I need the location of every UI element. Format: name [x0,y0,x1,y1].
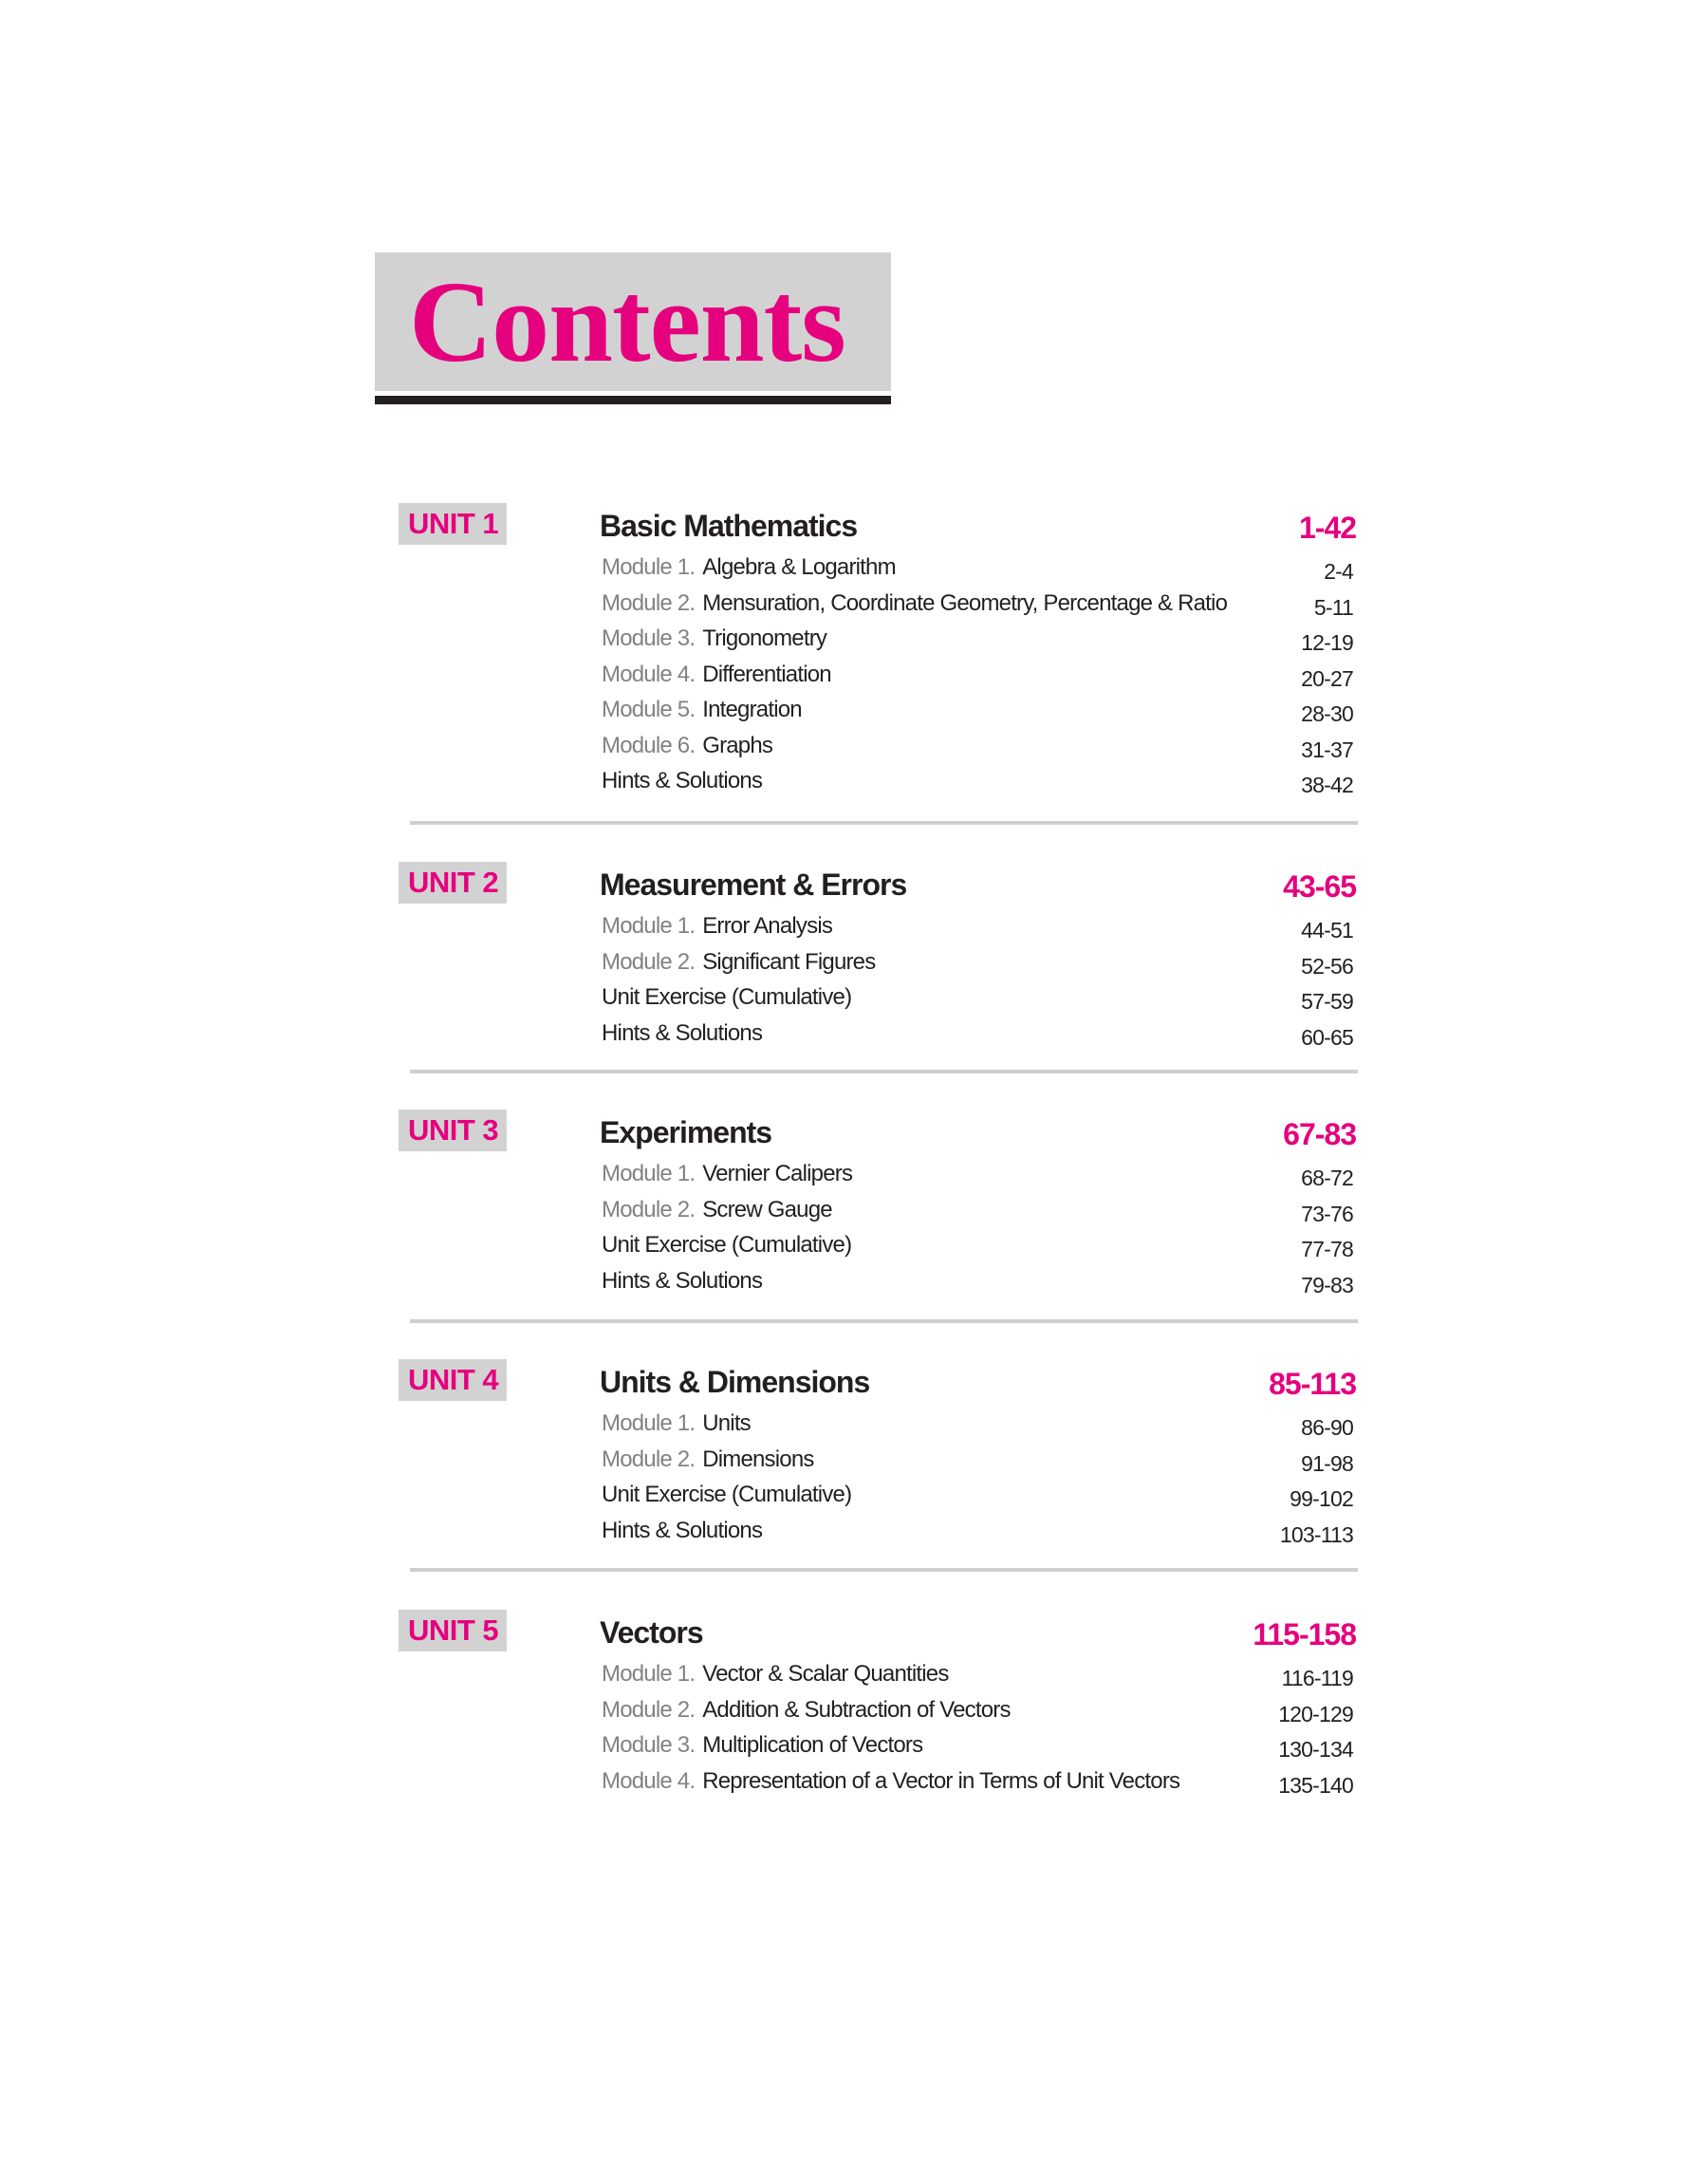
unit-page-range: 85-113 [1269,1367,1356,1401]
module-number: Module 3. [602,625,696,651]
entry-page-range: 60-65 [1301,1024,1353,1050]
unit-title[interactable]: Basic Mathematics [600,509,858,543]
module-number: Module 2. [602,589,696,616]
unit-entries [0,911,1708,1054]
toc-entry[interactable] [0,1266,1708,1302]
section-divider [410,1070,1358,1073]
unit-section [0,503,1708,812]
entry-page-range: 5-11 [1313,594,1353,620]
toc-entry[interactable] [0,947,1708,983]
entry-page-range: 116-119 [1281,1666,1353,1690]
unit-entries [0,1159,1708,1301]
toc-entry-text [602,1480,851,1510]
toc-entry[interactable] [0,1695,1708,1731]
entry-title: Graphs [702,732,773,758]
module-number: Module 1. [602,1410,696,1436]
unit-badge-label: UNIT 3 [408,1113,499,1147]
entry-title: Addition & Subtraction of Vectors [702,1696,1011,1723]
entry-page-range: 57-59 [1301,989,1353,1014]
section-divider [410,821,1358,825]
toc-entry-text [602,1516,762,1546]
entry-page-range: 99-102 [1290,1486,1353,1511]
toc-entry[interactable] [0,1195,1708,1231]
toc-entry-text [602,947,875,978]
entry-title: Unit Exercise (Cumulative) [602,1232,852,1258]
entry-page-range: 77-78 [1301,1237,1353,1261]
unit-entries [0,552,1708,802]
entry-page-range: 130-134 [1278,1737,1353,1762]
module-number: Module 4. [602,661,696,687]
toc-entry[interactable] [0,552,1708,588]
entry-page-range: 12-19 [1301,630,1353,655]
toc-entry[interactable] [0,1730,1708,1766]
section-divider [410,1568,1358,1572]
module-number: Module 2. [602,948,696,975]
entry-page-range: 52-56 [1301,953,1353,979]
unit-page-range: 1-42 [1298,511,1356,545]
entry-title: Algebra & Logarithm [702,554,896,580]
entry-title: Integration [702,697,802,722]
toc-entry[interactable] [0,588,1708,625]
toc-entry[interactable] [0,982,1708,1018]
toc-entry-text [602,1230,851,1260]
entry-title: Screw Gauge [702,1196,832,1222]
toc-entry[interactable] [0,766,1708,802]
toc-entry-text [602,1159,852,1189]
toc-entry[interactable] [0,1230,1708,1266]
toc-entry[interactable] [0,660,1708,696]
unit-badge [399,1110,507,1151]
toc-entry-text [602,1695,1011,1726]
page-title: Contents [409,258,845,386]
entry-page-range: 38-42 [1301,773,1353,797]
module-number: Module 1. [602,913,696,939]
toc-entry-text [602,552,896,583]
entry-page-range: 44-51 [1301,918,1353,942]
entry-title: Differentiation [702,661,831,687]
entry-title: Vernier Calipers [702,1161,853,1186]
module-number: Module 3. [602,1732,696,1758]
toc-entry[interactable] [0,1659,1708,1695]
toc-entry-text [602,1266,762,1297]
module-number: Module 1. [602,1161,696,1186]
module-number: Module 5. [602,697,696,722]
toc-entry-text [602,1195,832,1225]
module-number: Module 2. [602,1696,696,1723]
unit-section [0,1610,1708,1811]
entry-title: Vector & Scalar Quantities [702,1661,949,1687]
unit-page-range: 43-65 [1283,869,1356,904]
unit-title[interactable]: Experiments [600,1115,772,1149]
unit-title[interactable]: Units & Dimensions [600,1365,870,1399]
module-number: Module 1. [602,1661,696,1687]
entry-title: Unit Exercise (Cumulative) [602,1482,852,1507]
module-number: Module 2. [602,1446,696,1472]
entry-title: Trigonometry [702,625,827,651]
entry-title: Units [702,1410,751,1436]
toc-entry[interactable] [0,1766,1708,1802]
entry-page-range: 73-76 [1301,1201,1353,1226]
entry-title: Hints & Solutions [602,768,763,793]
module-number: Module 1. [602,554,696,580]
unit-badge-label: UNIT 2 [408,866,499,899]
toc-entry[interactable] [0,1159,1708,1195]
entry-title: Unit Exercise (Cumulative) [602,984,852,1010]
toc-entry[interactable] [0,731,1708,767]
toc-entry-text [602,731,772,761]
entry-title: Hints & Solutions [602,1019,763,1046]
unit-badge [399,503,507,545]
entry-page-range: 2-4 [1324,559,1353,584]
entry-page-range: 68-72 [1301,1166,1353,1190]
entry-title: Error Analysis [702,913,833,939]
unit-section [0,862,1708,1063]
entry-page-range: 79-83 [1301,1272,1353,1297]
toc-entry-text [602,1018,762,1049]
toc-entry[interactable] [0,1445,1708,1481]
entry-title: Dimensions [702,1446,814,1472]
module-number: Module 6. [602,732,696,758]
entry-page-range: 91-98 [1301,1450,1353,1476]
toc-entry-text [602,1766,1179,1797]
unit-badge-label: UNIT 1 [408,507,499,540]
module-number: Module 2. [602,1196,696,1222]
unit-entries [0,1659,1708,1801]
unit-badge-label: UNIT 5 [408,1614,499,1647]
entry-title: Multiplication of Vectors [702,1732,923,1758]
module-number: Module 4. [602,1767,696,1794]
toc-entry-text [602,982,851,1013]
entry-page-range: 135-140 [1278,1772,1353,1798]
toc-entry[interactable] [0,911,1708,947]
toc-entry-text [602,1445,814,1475]
unit-entries [0,1409,1708,1551]
toc-entry[interactable] [0,1480,1708,1516]
unit-badge-label: UNIT 4 [408,1363,499,1396]
toc-entry[interactable] [0,695,1708,731]
toc-entry-text [602,660,831,690]
unit-section [0,1359,1708,1560]
toc-entry-text [602,1730,922,1761]
entry-title: Significant Figures [702,948,876,975]
toc-entry[interactable] [0,624,1708,660]
toc-entry-text [602,624,826,654]
toc-entry[interactable] [0,1018,1708,1054]
toc-entry-text [602,588,1227,619]
section-divider [410,1319,1358,1323]
entry-page-range: 31-37 [1301,737,1353,762]
unit-title[interactable]: Vectors [600,1615,703,1650]
toc-entry-text [602,911,832,942]
entry-title: Hints & Solutions [602,1517,763,1543]
entry-title: Hints & Solutions [602,1267,763,1294]
entry-page-range: 20-27 [1301,665,1353,691]
unit-page-range: 67-83 [1283,1117,1356,1151]
toc-entry-text [602,1659,949,1689]
unit-section [0,1110,1708,1311]
entry-title: Representation of a Vector in Terms of Unit Vectors [702,1767,1180,1794]
toc-entry-text [602,695,802,725]
unit-title[interactable]: Measurement & Errors [600,868,907,902]
contents-title-box [375,252,891,391]
entry-page-range: 86-90 [1301,1415,1353,1440]
entry-page-range: 28-30 [1301,701,1353,726]
toc-entry-text [602,766,762,796]
entry-page-range: 120-129 [1278,1701,1353,1726]
unit-badge [399,1610,507,1651]
toc-entry[interactable] [0,1409,1708,1445]
entry-page-range: 103-113 [1279,1521,1353,1547]
toc-entry[interactable] [0,1516,1708,1552]
entry-title: Mensuration, Coordinate Geometry, Percentage & Ratio [702,589,1228,616]
unit-badge [399,1359,507,1401]
unit-badge [399,862,507,904]
toc-entry-text [602,1409,751,1439]
title-underline [375,396,891,404]
unit-page-range: 115-158 [1253,1617,1356,1651]
